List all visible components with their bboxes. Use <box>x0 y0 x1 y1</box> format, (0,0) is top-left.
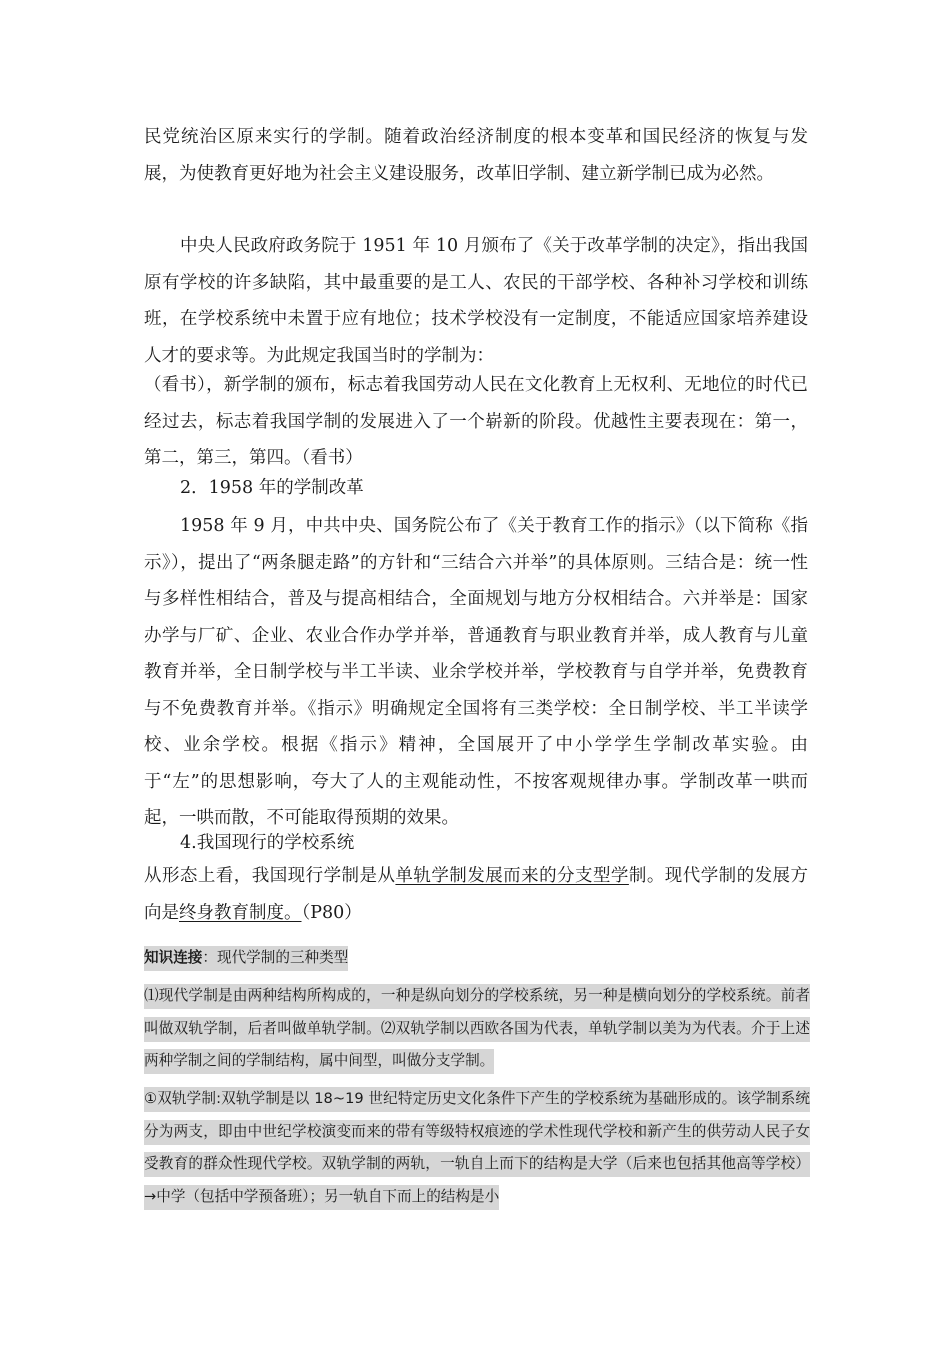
knowledge-label: 知识连接 <box>144 949 203 966</box>
paragraph-5-text-b: 制。现代学制的发展方向是 <box>144 866 809 923</box>
paragraph-5-text-a: 从形态上看，我国现行学制是从 <box>144 866 396 886</box>
paragraph-5-page-ref: （P80） <box>301 902 362 923</box>
paragraph-3: （看书），新学制的颁布，标志着我国劳动人民在文化教育上无权利、无地位的时代已经过去，标志着我国学制的发展进入了一个崭新的阶段。优越性主要表现在：第一，第二，第三，第四。（看书） <box>144 375 808 468</box>
knowledge-block-2-text: ①双轨学制:双轨学制是以 18~19 世纪特定历史文化条件下产生的学校系统为基础形成的。该学制系统分为两支，即由中世纪学校演变而来的带有等级特权痕迹的学术性现代学校和新产生的供劳动人民子女受教育的群众性现代学校。双轨学制的两轨，一轨自上而下的结构是大学（后来也包括其他高等学校）→中学（包括中学预备班）；另一轨自下而上的结构是小 <box>144 1087 810 1210</box>
section-heading-current-system: 4.我国现行的学校系统 <box>180 833 355 853</box>
knowledge-title-rest: ：现代学制的三种类型 <box>202 949 349 966</box>
knowledge-block-1 <box>144 980 810 1078</box>
section-heading-1958: 2．1958 年的学制改革 <box>180 478 364 498</box>
paragraph-2: 中央人民政府政务院于 1951 年 10 月颁布了《关于改革学制的决定》，指出我国原有学校的许多缺陷，其中最重要的是工人、农民的干部学校、各种补习学校和训练班，在学校系统中未置于应有地位；技术学校没有一定制度，不能适应国家培养建设人才的要求等。为此规定我国当时的学制为： <box>144 236 808 366</box>
knowledge-title <box>144 944 348 972</box>
underlined-term-lifelong-education: 终身教育制度。 <box>179 902 302 923</box>
paragraph-5 <box>144 858 808 931</box>
paragraph-4: 1958 年 9 月，中共中央、国务院公布了《关于教育工作的指示》（以下简称《指示》），提出了“两条腿走路”的方针和“三结合六并举”的具体原则。三结合是：统一性与多样性相结合，普及与提高相结合，全面规划与地方分权相结合。六并举是：国家办学与厂矿、企业、农业合作办学并举，普通教育与职业教育并举，成人教育与儿童教育并举，全日制学校与半工半读、业余学校并举，学校教育与自学并举，免费教育与不免费教育并举。《指示》明确规定全国将有三类学校：全日制学校、半工半读学校、业余学校。根据《指示》精神，全国展开了中小学学生学制改革实验。由于“左”的思想影响，夸大了人的主观能动性，不按客观规律办事。学制改革一哄而起，一哄而散，不可能取得预期的效果。 <box>144 516 808 828</box>
knowledge-block-1-text: ⑴现代学制是由两种结构所构成的，一种是纵向划分的学校系统，另一种是横向划分的学校系统。前者叫做双轨学制，后者叫做单轨学制。⑵双轨学制以西欧各国为代表，单轨学制以美为为代表。介于上述两种学制之间的学制结构，属中间型，叫做分支学制。 <box>144 984 810 1074</box>
knowledge-block-2 <box>144 1083 810 1213</box>
paragraph-1: 民党统治区原来实行的学制。随着政治经济制度的根本变革和国民经济的恢复与发展，为使教育更好地为社会主义建设服务，改革旧学制、建立新学制已成为必然。 <box>144 127 808 184</box>
underlined-term-branch-system: 单轨学制发展而来的分支型学 <box>395 866 629 886</box>
